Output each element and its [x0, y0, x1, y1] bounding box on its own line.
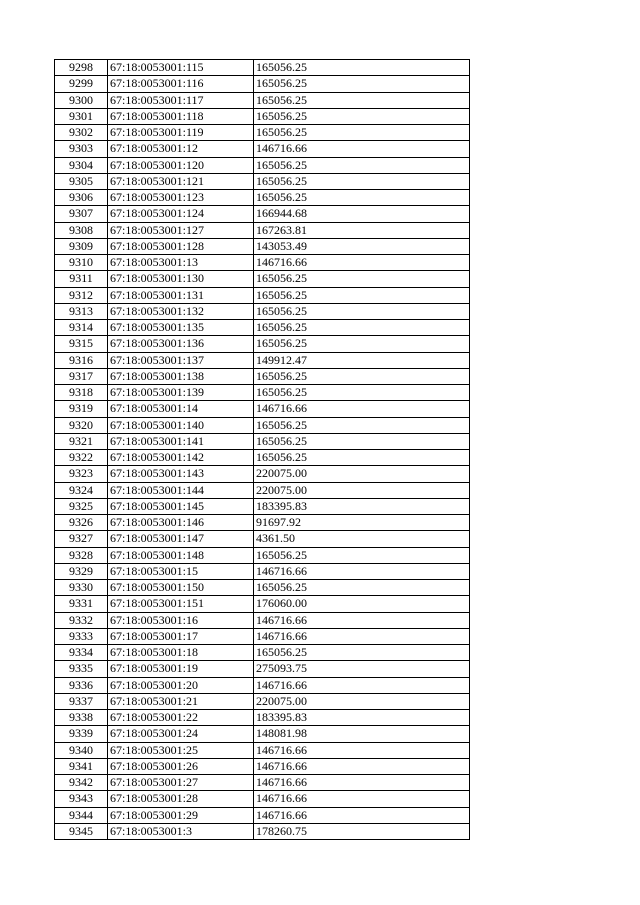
cadastral-number-cell: 67:18:0053001:14: [108, 401, 254, 417]
value-cell: 165056.25: [254, 271, 470, 287]
table-body: [55, 60, 470, 840]
row-number-cell: 9298: [55, 60, 108, 76]
cadastral-number-cell: 67:18:0053001:28: [108, 791, 254, 807]
row-number-cell: 9310: [55, 255, 108, 271]
row-number-cell: 9313: [55, 303, 108, 319]
table-row: [55, 645, 470, 661]
value-cell: 146716.66: [254, 742, 470, 758]
table-row: [55, 157, 470, 173]
cadastral-number-cell: 67:18:0053001:20: [108, 677, 254, 693]
row-number-cell: 9299: [55, 76, 108, 92]
cadastral-number-cell: 67:18:0053001:135: [108, 320, 254, 336]
table-row: [55, 206, 470, 222]
cadastral-number-cell: 67:18:0053001:128: [108, 238, 254, 254]
value-cell: 176060.00: [254, 596, 470, 612]
table-row: [55, 222, 470, 238]
cadastral-number-cell: 67:18:0053001:144: [108, 482, 254, 498]
cadastral-number-cell: 67:18:0053001:147: [108, 531, 254, 547]
value-cell: 165056.25: [254, 385, 470, 401]
table-row: [55, 580, 470, 596]
value-cell: 275093.75: [254, 661, 470, 677]
row-number-cell: 9329: [55, 563, 108, 579]
table-row: [55, 238, 470, 254]
value-cell: 146716.66: [254, 141, 470, 157]
value-cell: 165056.25: [254, 336, 470, 352]
value-cell: 146716.66: [254, 677, 470, 693]
row-number-cell: 9344: [55, 807, 108, 823]
row-number-cell: 9300: [55, 92, 108, 108]
table-row: [55, 385, 470, 401]
table-row: [55, 92, 470, 108]
row-number-cell: 9331: [55, 596, 108, 612]
value-cell: 220075.00: [254, 482, 470, 498]
value-cell: 165056.25: [254, 173, 470, 189]
table-row: [55, 108, 470, 124]
cadastral-number-cell: 67:18:0053001:120: [108, 157, 254, 173]
table-row: [55, 450, 470, 466]
row-number-cell: 9334: [55, 645, 108, 661]
row-number-cell: 9320: [55, 417, 108, 433]
table-row: [55, 531, 470, 547]
table-row: [55, 547, 470, 563]
value-cell: 146716.66: [254, 628, 470, 644]
cadastral-number-cell: 67:18:0053001:3: [108, 823, 254, 839]
cadastral-number-cell: 67:18:0053001:117: [108, 92, 254, 108]
row-number-cell: 9315: [55, 336, 108, 352]
row-number-cell: 9343: [55, 791, 108, 807]
value-cell: 165056.25: [254, 190, 470, 206]
cadastral-number-cell: 67:18:0053001:116: [108, 76, 254, 92]
value-cell: 146716.66: [254, 807, 470, 823]
value-cell: 165056.25: [254, 417, 470, 433]
cadastral-number-cell: 67:18:0053001:140: [108, 417, 254, 433]
table-row: [55, 791, 470, 807]
value-cell: 146716.66: [254, 401, 470, 417]
row-number-cell: 9322: [55, 450, 108, 466]
row-number-cell: 9311: [55, 271, 108, 287]
value-cell: 165056.25: [254, 108, 470, 124]
value-cell: 220075.00: [254, 466, 470, 482]
table-row: [55, 677, 470, 693]
table-row: [55, 596, 470, 612]
value-cell: 165056.25: [254, 287, 470, 303]
cadastral-number-cell: 67:18:0053001:15: [108, 563, 254, 579]
table-row: [55, 271, 470, 287]
row-number-cell: 9316: [55, 352, 108, 368]
table-row: [55, 466, 470, 482]
cadastral-number-cell: 67:18:0053001:119: [108, 125, 254, 141]
cadastral-number-cell: 67:18:0053001:118: [108, 108, 254, 124]
row-number-cell: 9337: [55, 693, 108, 709]
value-cell: 165056.25: [254, 303, 470, 319]
value-cell: 178260.75: [254, 823, 470, 839]
row-number-cell: 9312: [55, 287, 108, 303]
table-row: [55, 498, 470, 514]
table-row: [55, 775, 470, 791]
value-cell: 183395.83: [254, 710, 470, 726]
table-row: [55, 401, 470, 417]
table-row: [55, 303, 470, 319]
cadastral-number-cell: 67:18:0053001:137: [108, 352, 254, 368]
table-row: [55, 336, 470, 352]
value-cell: 146716.66: [254, 758, 470, 774]
cadastral-number-cell: 67:18:0053001:138: [108, 368, 254, 384]
cadastral-number-cell: 67:18:0053001:24: [108, 726, 254, 742]
value-cell: 146716.66: [254, 612, 470, 628]
row-number-cell: 9335: [55, 661, 108, 677]
cadastral-number-cell: 67:18:0053001:13: [108, 255, 254, 271]
cadastral-number-cell: 67:18:0053001:127: [108, 222, 254, 238]
table-row: [55, 661, 470, 677]
cadastral-number-cell: 67:18:0053001:17: [108, 628, 254, 644]
cadastral-number-cell: 67:18:0053001:148: [108, 547, 254, 563]
cadastral-number-cell: 67:18:0053001:22: [108, 710, 254, 726]
cadastral-number-cell: 67:18:0053001:131: [108, 287, 254, 303]
value-cell: 148081.98: [254, 726, 470, 742]
row-number-cell: 9340: [55, 742, 108, 758]
row-number-cell: 9309: [55, 238, 108, 254]
cadastral-number-cell: 67:18:0053001:132: [108, 303, 254, 319]
row-number-cell: 9304: [55, 157, 108, 173]
row-number-cell: 9301: [55, 108, 108, 124]
cadastral-number-cell: 67:18:0053001:146: [108, 515, 254, 531]
value-cell: 165056.25: [254, 60, 470, 76]
cadastral-number-cell: 67:18:0053001:143: [108, 466, 254, 482]
value-cell: 166944.68: [254, 206, 470, 222]
row-number-cell: 9326: [55, 515, 108, 531]
cadastral-number-cell: 67:18:0053001:18: [108, 645, 254, 661]
cadastral-number-cell: 67:18:0053001:12: [108, 141, 254, 157]
value-cell: 146716.66: [254, 775, 470, 791]
cadastral-number-cell: 67:18:0053001:136: [108, 336, 254, 352]
value-cell: 143053.49: [254, 238, 470, 254]
row-number-cell: 9302: [55, 125, 108, 141]
table-row: [55, 612, 470, 628]
table-row: [55, 368, 470, 384]
cadastral-number-cell: 67:18:0053001:150: [108, 580, 254, 596]
cadastral-number-cell: 67:18:0053001:130: [108, 271, 254, 287]
value-cell: 146716.66: [254, 563, 470, 579]
value-cell: 91697.92: [254, 515, 470, 531]
value-cell: 165056.25: [254, 433, 470, 449]
row-number-cell: 9305: [55, 173, 108, 189]
value-cell: 165056.25: [254, 320, 470, 336]
value-cell: 165056.25: [254, 645, 470, 661]
row-number-cell: 9336: [55, 677, 108, 693]
row-number-cell: 9324: [55, 482, 108, 498]
table-row: [55, 125, 470, 141]
row-number-cell: 9307: [55, 206, 108, 222]
table-row: [55, 628, 470, 644]
cadastral-number-cell: 67:18:0053001:151: [108, 596, 254, 612]
value-cell: 165056.25: [254, 580, 470, 596]
row-number-cell: 9341: [55, 758, 108, 774]
row-number-cell: 9314: [55, 320, 108, 336]
table-row: [55, 515, 470, 531]
row-number-cell: 9333: [55, 628, 108, 644]
row-number-cell: 9325: [55, 498, 108, 514]
table-row: [55, 742, 470, 758]
table-row: [55, 823, 470, 839]
row-number-cell: 9323: [55, 466, 108, 482]
value-cell: 149912.47: [254, 352, 470, 368]
row-number-cell: 9318: [55, 385, 108, 401]
row-number-cell: 9339: [55, 726, 108, 742]
table-row: [55, 710, 470, 726]
cadastral-number-cell: 67:18:0053001:124: [108, 206, 254, 222]
value-cell: 165056.25: [254, 157, 470, 173]
table-row: [55, 726, 470, 742]
value-cell: 165056.25: [254, 547, 470, 563]
row-number-cell: 9330: [55, 580, 108, 596]
value-cell: 165056.25: [254, 76, 470, 92]
cadastral-number-cell: 67:18:0053001:123: [108, 190, 254, 206]
value-cell: 165056.25: [254, 125, 470, 141]
cadastral-number-cell: 67:18:0053001:142: [108, 450, 254, 466]
table-row: [55, 352, 470, 368]
table-row: [55, 141, 470, 157]
value-cell: 4361.50: [254, 531, 470, 547]
table-row: [55, 173, 470, 189]
row-number-cell: 9308: [55, 222, 108, 238]
cadastral-number-cell: 67:18:0053001:29: [108, 807, 254, 823]
cadastral-number-cell: 67:18:0053001:27: [108, 775, 254, 791]
row-number-cell: 9342: [55, 775, 108, 791]
table-row: [55, 190, 470, 206]
value-cell: 165056.25: [254, 368, 470, 384]
row-number-cell: 9328: [55, 547, 108, 563]
value-cell: 146716.66: [254, 791, 470, 807]
value-cell: 167263.81: [254, 222, 470, 238]
row-number-cell: 9338: [55, 710, 108, 726]
value-cell: 146716.66: [254, 255, 470, 271]
table-row: [55, 255, 470, 271]
cadastral-number-cell: 67:18:0053001:115: [108, 60, 254, 76]
row-number-cell: 9317: [55, 368, 108, 384]
cadastral-number-cell: 67:18:0053001:121: [108, 173, 254, 189]
row-number-cell: 9345: [55, 823, 108, 839]
table-row: [55, 693, 470, 709]
cadastral-number-cell: 67:18:0053001:21: [108, 693, 254, 709]
table-row: [55, 758, 470, 774]
cadastral-value-table: [54, 59, 470, 840]
table-row: [55, 417, 470, 433]
table-row: [55, 76, 470, 92]
table-row: [55, 320, 470, 336]
cadastral-number-cell: 67:18:0053001:16: [108, 612, 254, 628]
cadastral-number-cell: 67:18:0053001:141: [108, 433, 254, 449]
table-row: [55, 433, 470, 449]
cadastral-number-cell: 67:18:0053001:25: [108, 742, 254, 758]
table-row: [55, 807, 470, 823]
table-row: [55, 563, 470, 579]
cadastral-number-cell: 67:18:0053001:145: [108, 498, 254, 514]
value-cell: 220075.00: [254, 693, 470, 709]
cadastral-number-cell: 67:18:0053001:26: [108, 758, 254, 774]
value-cell: 165056.25: [254, 450, 470, 466]
row-number-cell: 9303: [55, 141, 108, 157]
table-row: [55, 60, 470, 76]
row-number-cell: 9332: [55, 612, 108, 628]
table-row: [55, 482, 470, 498]
row-number-cell: 9321: [55, 433, 108, 449]
table-row: [55, 287, 470, 303]
cadastral-number-cell: 67:18:0053001:139: [108, 385, 254, 401]
row-number-cell: 9327: [55, 531, 108, 547]
value-cell: 165056.25: [254, 92, 470, 108]
row-number-cell: 9319: [55, 401, 108, 417]
value-cell: 183395.83: [254, 498, 470, 514]
cadastral-number-cell: 67:18:0053001:19: [108, 661, 254, 677]
row-number-cell: 9306: [55, 190, 108, 206]
